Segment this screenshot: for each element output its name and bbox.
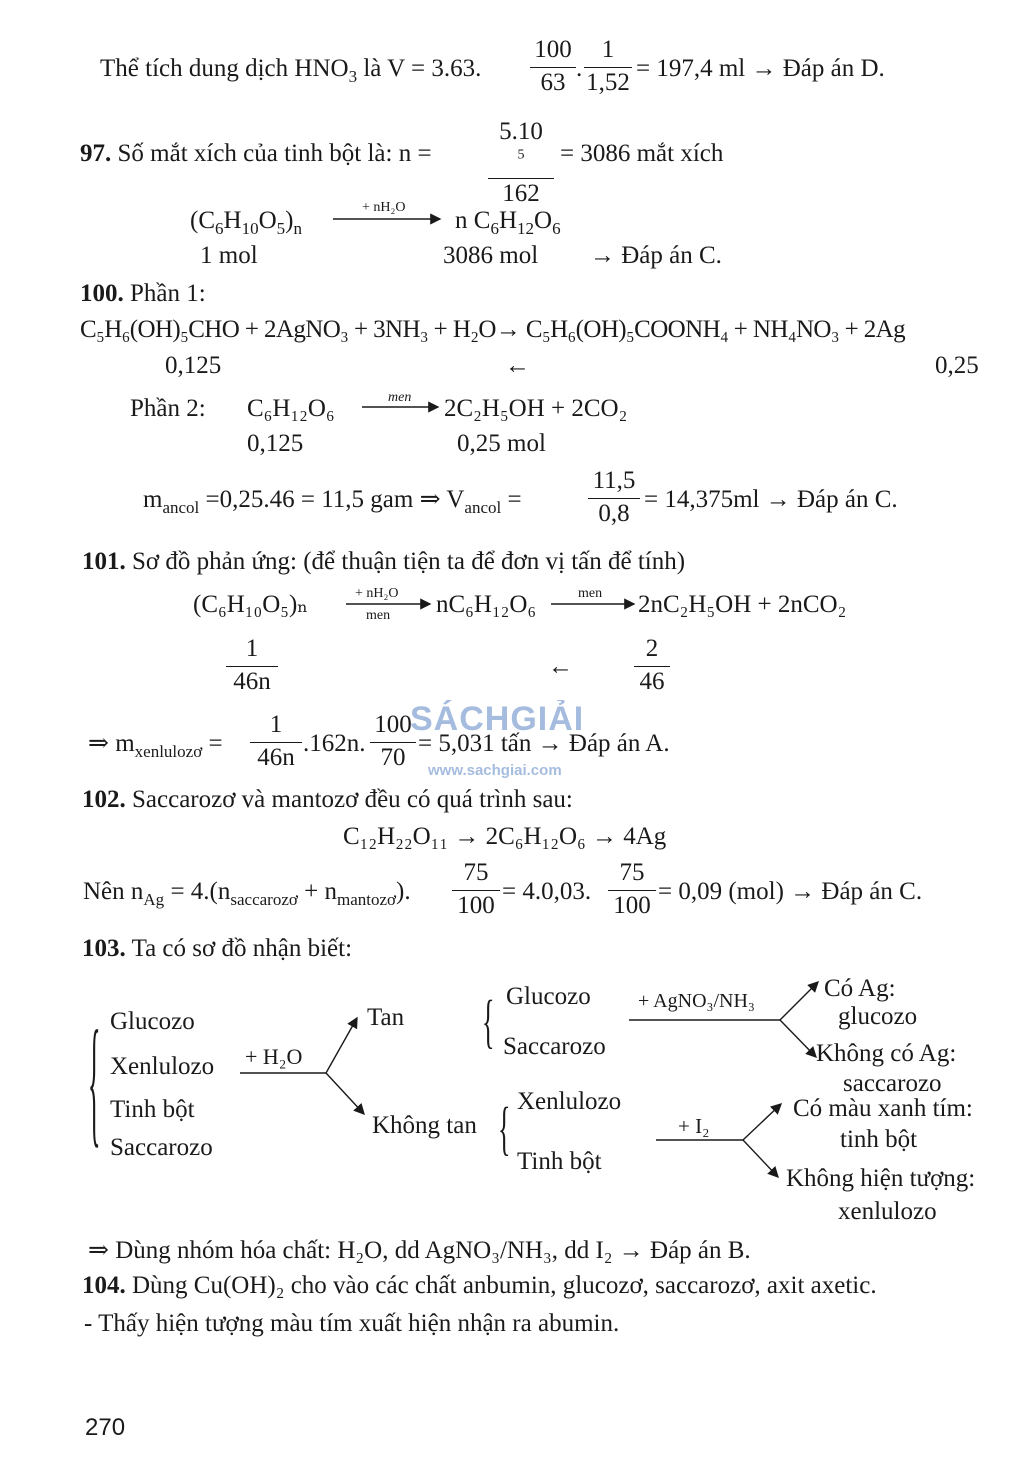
tan-glucozo: Glucozo <box>506 983 591 1010</box>
product-glucose: n $C_6H_{12}O_6$ <box>455 207 561 238</box>
fraction-1-46n-b: 1 46n <box>250 711 302 773</box>
fraction-115-08: 11,5 0,8 <box>588 467 640 529</box>
result-3086: = 3086 mắt xích <box>560 140 724 167</box>
fraction-1-152: 1 1,52 <box>584 36 632 98</box>
reaction-starch-hydrolysis: $(C_6H_{10}O_5)_n$ <box>190 207 302 238</box>
item-tinh-bot: Tinh bột <box>110 1096 195 1123</box>
fraction-75-100-b: 75 100 <box>608 859 656 921</box>
fraction-100-70: 100 70 <box>370 711 416 773</box>
question-102: 102. Saccarozơ và mantozơ đều có quá trình sau: <box>82 786 573 813</box>
mol-1: 1 mol <box>200 242 258 269</box>
brace-tan-group: { <box>482 988 495 1055</box>
value-0125-b: 0,125 <box>247 430 304 457</box>
factor-4-003: = 4.0,03. <box>502 878 592 905</box>
disaccharide-chain: C₁₂H₂₂O₁₁ → 2C₆H₁₂O₆ → 4Ag <box>343 823 667 850</box>
dot: . <box>576 55 583 82</box>
brace-left-group: { <box>88 1002 101 1162</box>
ethanol-mass-line: $m_{ancol} =0,25.46 = 11,5$ gam ⇒ $V_{ancol}$ = <box>143 486 522 517</box>
fraction-75-100-a: 75 100 <box>452 859 500 921</box>
arrow2-top-label: men <box>578 586 603 601</box>
arrow1-bottom-label: men <box>366 608 391 623</box>
reagent-iodine: + I₂ <box>678 1114 710 1138</box>
result-glucozo: glucozo <box>838 1003 918 1030</box>
item-glucozo: Glucozo <box>110 1008 195 1035</box>
page-number: 270 <box>85 1414 126 1441</box>
question-97: 97. Số mắt xích của tinh bột là: n = <box>80 140 432 167</box>
result-d: = 197,4 ml → Đáp án D. <box>636 55 885 82</box>
result-14375: = 14,375ml → Đáp án C. <box>644 486 898 513</box>
left-arrow-101: ← <box>548 653 573 680</box>
silver-mol-line: Nên $n_{Ag} = 4.(n_{saccarozơ} + n_{mantozơ})$. <box>83 878 411 909</box>
factor-162n: .162n. <box>303 730 366 757</box>
result-tinh-bot: tinh bột <box>840 1126 918 1153</box>
glucose-formula: C₆H₁₂O₆ <box>247 395 335 422</box>
result-5031: = 5,031 tấn → Đáp án A. <box>418 730 670 757</box>
value-025: 0,25 <box>935 352 979 379</box>
fermentation-products: 2C₂H₅OH + 2CO₂ <box>444 395 628 422</box>
cellulose-formula: (C₆H₁₀O₅)ₙ <box>193 591 309 618</box>
arrow1-top-label: + nH₂O <box>355 586 399 601</box>
question-101: 101. Sơ đồ phản ứng: (để thuận tiện ta để đơn vị tấn để tính) <box>82 548 686 575</box>
fraction-5e5-162: 5.10 $^5$ 162 <box>488 118 554 208</box>
reagent-agno3: + AgNO₃/NH₃ <box>638 990 755 1012</box>
question-104: 104. Dùng Cu(OH)₂ cho vào các chất anbumin, glucozơ, saccarozơ, axit axetic. <box>82 1272 877 1299</box>
equation-silver-mirror: C₅H₆(OH)₅CHO + 2AgNO₃ + 3NH₃ + H₂O→ C₅H₆(OH)₅COONH₄ + NH₄NO₃ + 2Ag <box>80 316 906 343</box>
result-co-ag: Có Ag: <box>824 975 896 1002</box>
result-khong-hien-tuong: Không hiện tượng: <box>786 1165 976 1192</box>
cellulose-mass-line: ⇒ $m_{xenlulozơ}$ = <box>88 730 223 761</box>
fraction-100-63: 100 63 <box>530 36 576 98</box>
item-xenlulozo: Xenlulozo <box>110 1053 215 1080</box>
left-arrow: ← <box>505 352 530 379</box>
answer-104-line: - Thấy hiện tượng màu tím xuất hiện nhận ra abumin. <box>84 1310 620 1337</box>
value-0125: 0,125 <box>165 352 222 379</box>
tan-saccarozo: Saccarozo <box>503 1033 606 1060</box>
conclusion-103: ⇒ Dùng nhóm hóa chất: H₂O, dd AgNO₃/NH₃, dd I₂ → Đáp án B. <box>88 1237 751 1264</box>
reagent-water: + H₂O <box>245 1044 303 1069</box>
watermark-url: www.sachgiai.com <box>428 762 562 779</box>
kt-tinh-bot: Tinh bột <box>517 1148 602 1175</box>
question-100: 100. Phần 1: <box>80 280 206 307</box>
fraction-1-46n: 1 46n <box>226 635 278 697</box>
kt-xenlulozo: Xenlulozo <box>517 1088 622 1115</box>
ethanol-co2-products: 2nC₂H₅OH + 2nCO₂ <box>638 591 847 618</box>
label-tan: Tan <box>367 1004 405 1031</box>
result-khong-co-ag: Không có Ag: <box>816 1040 957 1067</box>
answer-c: → Đáp án C. <box>590 242 722 269</box>
line-hno3-volume: Thể tích dung dịch $HNO_3$ là V = 3.63. <box>100 55 482 86</box>
result-xenlulozo: xenlulozo <box>838 1198 937 1225</box>
watermark-logo: SÁCHGIẢI <box>410 700 585 738</box>
label-khong-tan: Không tan <box>372 1112 477 1139</box>
brace-khong-tan-group: { <box>498 1095 511 1162</box>
result-009: = 0,09 (mol) → Đáp án C. <box>658 878 923 905</box>
result-saccarozo: saccarozo <box>843 1070 942 1097</box>
part-2-label: Phần 2: <box>130 395 206 422</box>
value-025-mol: 0,25 mol <box>457 430 546 457</box>
question-103: 103. Ta có sơ đồ nhận biết: <box>82 935 353 962</box>
arrow-label-men: men <box>388 390 412 405</box>
item-saccarozo: Saccarozo <box>110 1134 213 1161</box>
arrow-label-water: + nH₂O <box>362 200 406 215</box>
glucose-n-formula: nC₆H₁₂O₆ <box>436 591 537 618</box>
result-mau-xanh-tim: Có màu xanh tím: <box>793 1095 973 1122</box>
mol-3086: 3086 mol <box>443 242 539 269</box>
fraction-2-46: 2 46 <box>634 635 670 697</box>
